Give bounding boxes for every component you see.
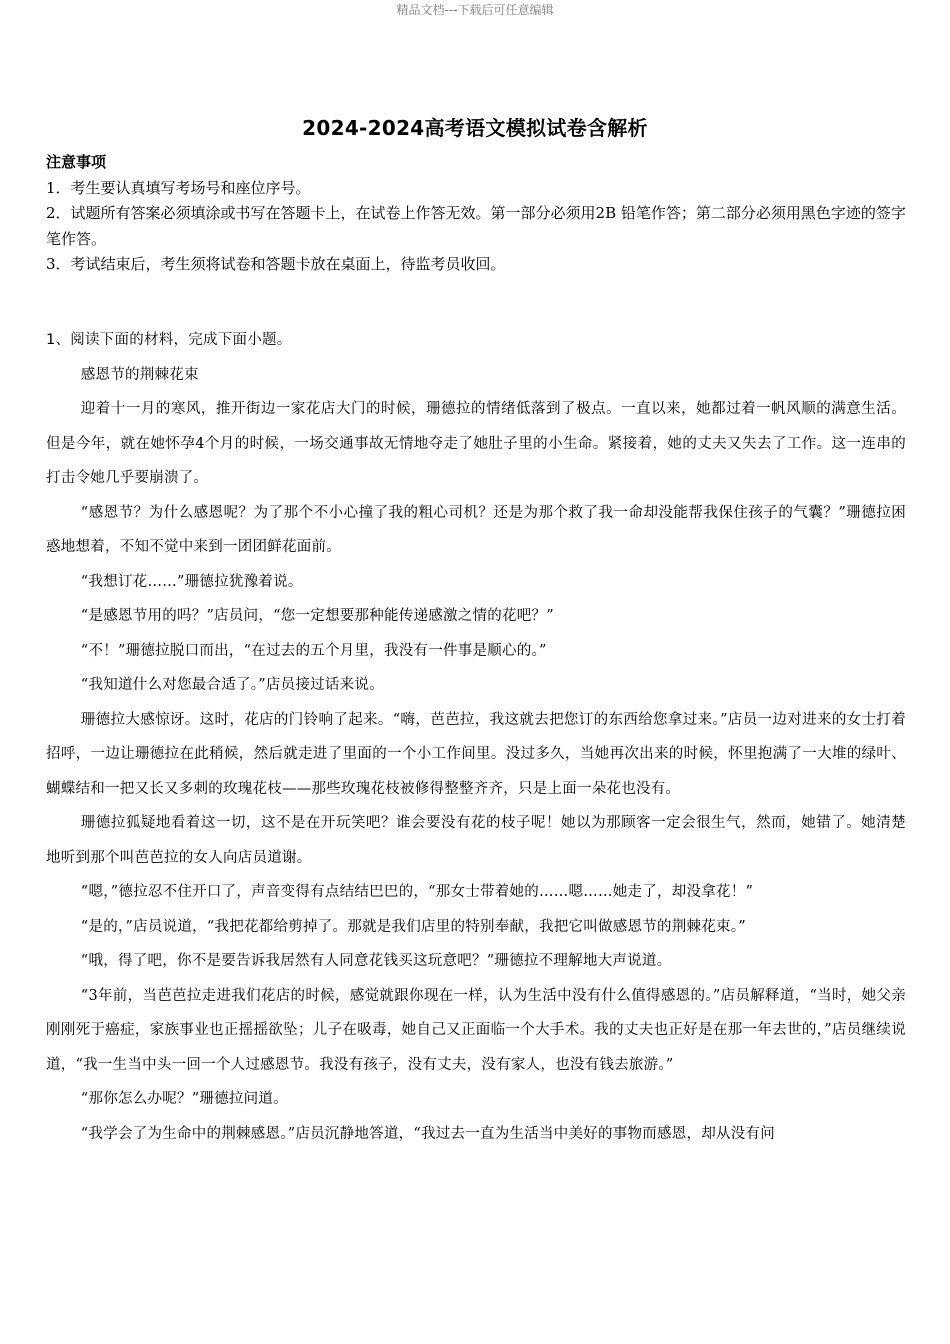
notes-item: 1．考生要认真填写考场号和座位序号。 — [46, 178, 311, 197]
notes-item: 2．试题所有答案必须填涂或书写在答题卡上，在试卷上作答无效。第一部分必须用2B 铅笔作答；第二部分必须用黑色字迹的签字笔作答。 — [46, 204, 906, 248]
story-paragraph: “3年前，当芭芭拉走进我们花店的时候，感觉就跟你现在一样，认为生活中没有什么值得感恩的。”店员解释道，“当时，她父亲刚刚死于癌症，家族事业也正摇摇欲坠；儿子在吸毒，她自己又正面临一个大手术。我的丈夫也正好是在那一年去世的，”店员继续说道，“我一生当中头一回一个人过感恩节。我没有孩子，没有丈夫，没有家人，也没有钱去旅游。” — [46, 987, 906, 1073]
story-paragraph: “那你怎么办呢？”珊德拉问道。 — [80, 1091, 288, 1107]
story-paragraph: “我知道什么对您最合适了。”店员接过话来说。 — [80, 677, 384, 693]
story-paragraph: “我想订花……”珊德拉犹豫着说。 — [80, 573, 303, 590]
notes-item: 3．考试结束后，考生须将试卷和答题卡放在桌面上，待监考员收回。 — [46, 255, 506, 273]
story-paragraph: “不！”珊德拉脱口而出，“在过去的五个月里，我没有一件事是顺心的。” — [80, 642, 547, 659]
story-paragraph: “我学会了为生命中的荆棘感恩。”店员沉静地答道，“我过去一直为生活当中美好的事物而感恩，却从没有问 — [80, 1125, 776, 1142]
story-paragraph: “感恩节？为什么感恩呢？为了那个不小心撞了我的粗心司机？还是为那个救了我一命却没能帮我保住孩子的气囊？”珊德拉困惑地想着，不知不觉中来到一团团鲜花面前。 — [46, 504, 906, 555]
story-paragraph: “嗯，”德拉忍不住开口了，声音变得有点结结巴巴的，“那女士带着她的……嗯……她走了，却没拿花！” — [80, 884, 754, 900]
story-paragraph: 珊德拉大感惊讶。这时，花店的门铃响了起来。“嗨，芭芭拉，我这就去把您订的东西给您拿过来。”店员一边对进来的女士打着招呼，一边让珊德拉在此稍候，然后就走进了里面的一个小工作间里。没过多久，当她再次出来的时候，怀里抱满了一大堆的绿叶、蝴蝶结和一把又长又多刺的玫瑰花枝——那些玫瑰花枝被修得整整齐齐，只是上面一朵花也没有。 — [46, 711, 906, 797]
page-header: 精品文档---下载后可任意编辑 — [396, 3, 554, 17]
story-paragraph: 迎着十一月的寒风，推开街边一家花店大门的时候，珊德拉的情绪低落到了极点。一直以来，她都过着一帆风顺的满意生活。但是今年，就在她怀孕4个月的时候，一场交通事故无情地夺走了她肚子里的小生命。紧接着，她的丈夫又失去了工作。这一连串的打击令她几乎要崩溃了。 — [46, 401, 906, 486]
notes-heading: 注意事项 — [46, 153, 107, 171]
question-prompt: 1、阅读下面的材料，完成下面小题。 — [46, 332, 292, 348]
story-title: 感恩节的荆棘花束 — [80, 366, 199, 383]
reading-passage — [46, 323, 906, 1151]
story-paragraph: “哦，得了吧，你不是要告诉我居然有人同意花钱买这玩意吧？”珊德拉不理解地大声说道。 — [80, 953, 672, 969]
story-paragraph: “是感恩节用的吗？”店员问，“您一定想要那种能传递感激之情的花吧？” — [80, 608, 554, 624]
story-paragraph: “是的，”店员说道，“我把花都给剪掉了。那就是我们店里的特别奉献，我把它叫做感恩节的荆棘花束。” — [80, 918, 746, 935]
story-paragraph: 珊德拉狐疑地看着这一切，这不是在开玩笑吧？谁会要没有花的枝子呢！她以为那顾客一定会很生气，然而，她错了。她清楚地听到那个叫芭芭拉的女人向店员道谢。 — [46, 815, 906, 866]
page-title: 2024-2024高考语文模拟试卷含解析 — [302, 116, 648, 140]
notes-section — [46, 150, 908, 278]
